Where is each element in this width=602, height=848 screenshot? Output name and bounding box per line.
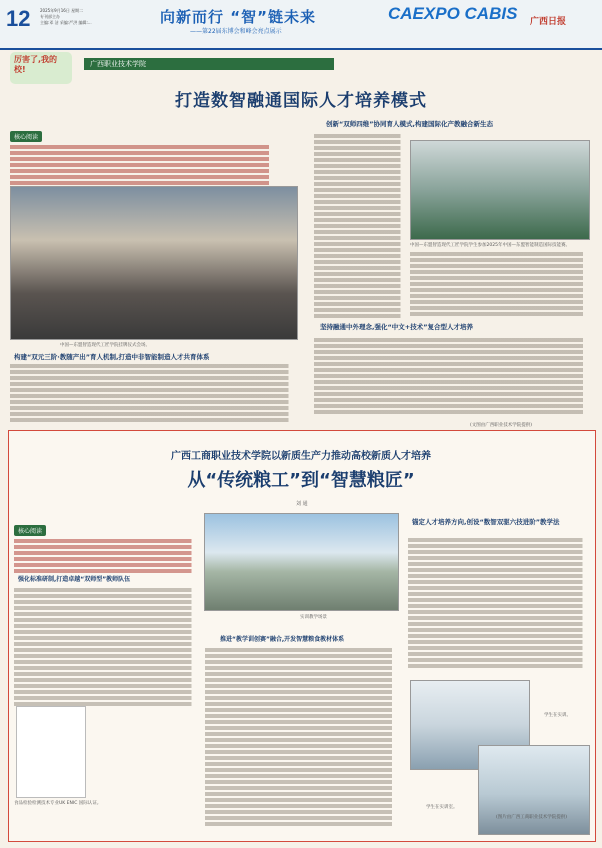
bottom-text-col3 [408, 536, 590, 678]
header-main-title: 向新而行 “智”链未来 [160, 8, 316, 26]
core-reading-text-2 [14, 539, 199, 573]
photo3-caption: 实训教学场景 [300, 615, 327, 620]
lab-photo-2 [478, 745, 590, 835]
bottom-title: 从“传统粮工”到“智慧粮匠” [187, 470, 415, 491]
date-line: 2025年9月16日 星期二 [40, 8, 84, 13]
bottom-text-col1 [14, 586, 199, 706]
column-badge: 厉害了,我的校! [10, 52, 72, 84]
photo5-caption: 学生在实训室。 [426, 805, 458, 810]
school-banner: 广西职业技术学院 [84, 58, 334, 70]
page-number: 12 [6, 6, 31, 31]
article-title: 打造数智融通国际人才培养模式 [175, 91, 427, 111]
core-reading-label-2: 核心阅读 [14, 525, 46, 536]
bottom-section-3: 锚定人才培养方向,创设“数智双驱六技进阶”教学法 [412, 518, 560, 526]
photo4-caption: 学生在实训。 [544, 713, 571, 718]
editors-line: 主编:邓 洁 采编:严洪 编辑:... [40, 20, 92, 25]
edition-line: 专刊部主办 [40, 14, 60, 19]
core-reading-label: 核心阅读 [10, 131, 42, 142]
photo2-caption: 中国—东盟智造现代工匠学院学生参加2025年中国—东盟智能制造国际技能赛。 [410, 243, 570, 248]
certificate-image [16, 706, 86, 798]
section-heading-1: 构建“双元三阶·教随产出”育人机制,打造中非智能制造人才共育体系 [14, 353, 210, 361]
author: 刘 通 [296, 501, 308, 507]
bottom-section-2: 推进“教学训创赛”融合,开发智慧粮食教材体系 [220, 636, 345, 643]
ceremony-photo [10, 186, 298, 340]
section-heading-2: 创新“双师四维”协同育人模式,构建国际化产教融合新生态 [326, 120, 494, 128]
body-text-col1 [10, 362, 300, 424]
competition-photo [410, 140, 590, 240]
bottom-section-1: 强化标准研制,打造卓越“双师型”教师队伍 [18, 576, 131, 583]
cert-caption: 食品检验检测技术专业UK ENIC 国际认证。 [14, 801, 102, 806]
top-signature: (文图由广西职业技术学院提供) [470, 423, 533, 428]
training-photo [204, 513, 399, 611]
core-reading-text [10, 145, 280, 191]
bottom-signature: (图片由广西工商职业技术学院提供) [496, 815, 568, 820]
body-text-col2 [314, 132, 404, 328]
body-text-col3 [314, 336, 594, 422]
bottom-text-col2 [205, 646, 400, 836]
header-sub-title: ——第22届东博会和峰会亮点展示 [190, 28, 282, 35]
photo-caption: 中国—东盟智造现代工匠学院挂牌仪式会场。 [60, 343, 150, 348]
paper-name: 广西日报 [530, 17, 567, 27]
core-reading [10, 124, 280, 184]
bottom-kicker: 广西工商职业技术学院以新质生产力推动高校新质人才培养 [171, 451, 431, 462]
section-heading-3: 坚持融通中外理念,强化“中文+技术”复合型人才培养 [320, 323, 473, 331]
core-reading-2 [14, 518, 199, 564]
expo-logo: CAEXPO CABIS [388, 4, 518, 23]
body-text-col2b [410, 250, 590, 328]
